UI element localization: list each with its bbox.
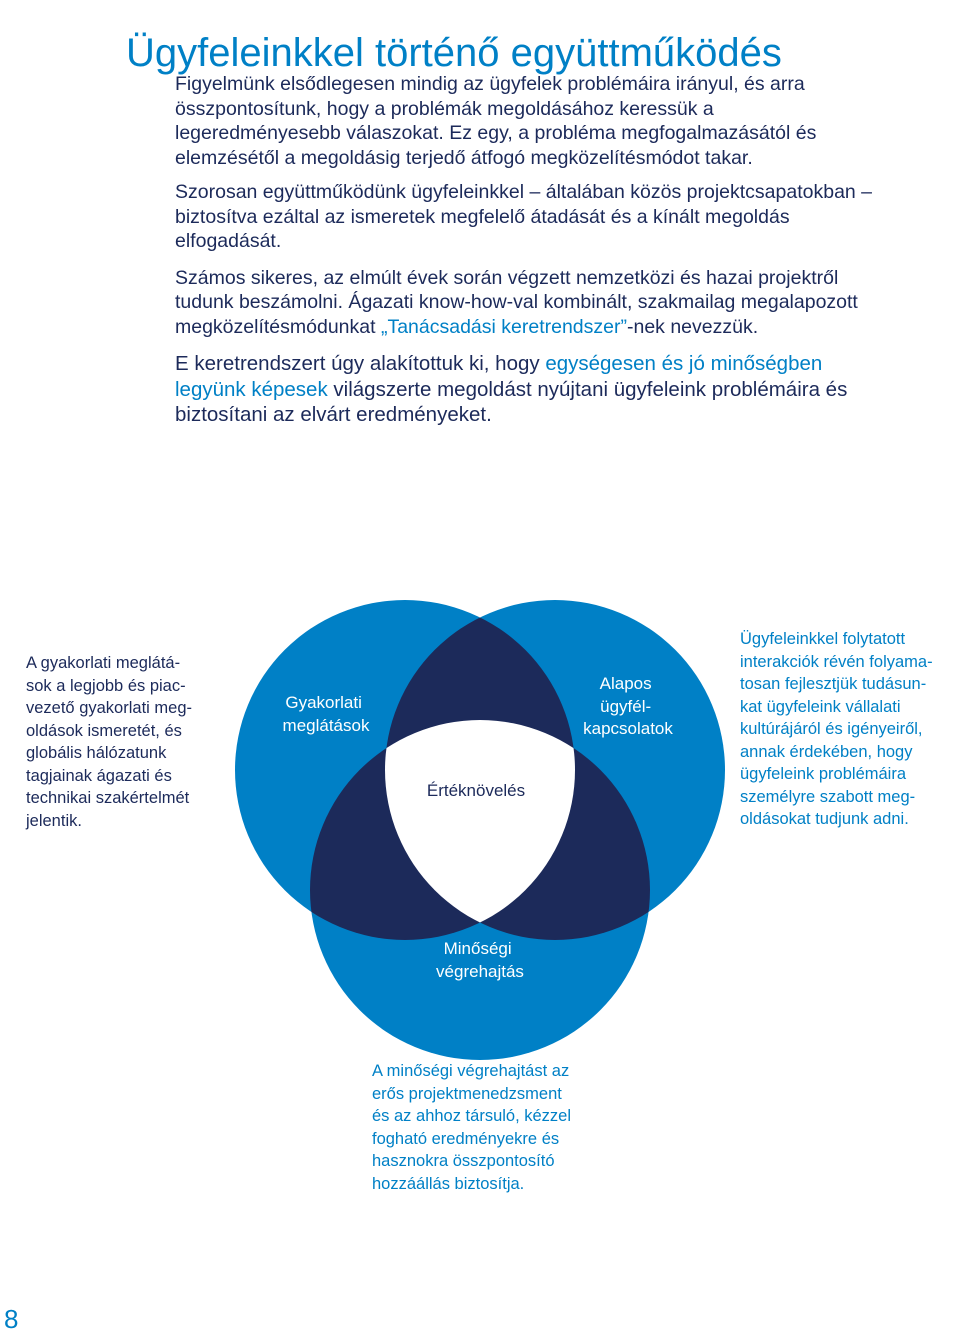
consulting-framework-highlight: „Tanácsadási keretrendszer” [380,315,627,338]
venn-label-right-line: kapcsolatok [583,719,673,738]
bottom-note-line: A minőségi végrehajtást az [372,1062,570,1080]
right-note-line: tosan fejlesztjük tudásun- [740,675,927,693]
bottom-note-line: erős projektmenedzsment [372,1084,562,1103]
venn-label-left-line: Gyakorlati [285,693,362,712]
venn-label-right-line: ügyfél- [600,697,652,716]
venn-label-bottom-line: végrehajtás [436,962,524,981]
right-note-line: Ügyfeleinkkel folytatott [740,630,906,648]
left-note-line: A gyakorlati meglátá- [26,654,181,672]
bottom-note-line: és az ahhoz társuló, kézzel [372,1107,572,1125]
venn-label-bottom-line: Minőségi [443,939,512,958]
left-note-line: oldások ismeretét, és [26,721,182,740]
venn-label-left-line: meglátások [282,716,370,735]
page-title: Ügyfeleinkkel történő együttműködés [126,30,782,75]
right-note-line: ügyfeleink problémáira [740,765,907,783]
right-note-line: annak érdekében, hogy [740,742,913,761]
right-note-line: kat ügyfeleink vállalati [740,697,901,716]
bottom-note-line: hozzáállás biztosítja. [372,1174,525,1193]
right-note-line: személyre szabott meg- [740,787,916,806]
paragraph-3-suffix: -nek nevezzük. [626,315,759,338]
quality-highlight: egységesen és jó minőségben legyünk képesek [175,352,823,401]
left-note-line: sok a legjobb és piac- [26,676,186,695]
paragraph-4-suffix: világszerte megoldást nyújtani ügyfeleink problémáira és biztosítani az elvárt eredményeket. [175,377,848,426]
bottom-note-line: hasznokra összpontosító [372,1152,555,1170]
left-note-line: technikai szakértelmét [26,789,190,807]
left-note-line: globális hálózatunk [26,744,167,762]
venn-label-center: Értéknövelés [426,781,526,800]
intro-paragraph-2: Szorosan együttműködünk ügyfeleinkkel – általában közös projektcsapatokban – biztosítva ezáltal az ismeretek megfelelő átadását és a kínált megoldás elfogadását. [175,181,873,252]
right-note-line: oldásokat tudjunk adni. [740,810,909,828]
venn-label-right-line: Alapos [599,674,652,693]
left-note-line: tagjainak ágazati és [26,766,172,785]
paragraph-4-text: E keretrendszert úgy alakítottuk ki, hogy [175,352,546,375]
paragraph-3-text: Számos sikeres, az elmúlt évek során végzett nemzetközi és hazai projektről tudunk beszámolni. Ágazati know-how-val kombinált, szakmailag megalapozott megközelítésmódunkat [175,266,858,338]
bottom-note-line: fogható eredményekre és [372,1129,560,1148]
left-note-line: vezető gyakorlati meg- [26,699,192,717]
page-number: 8 [4,1304,19,1334]
right-note-line: interakciók révén folyama- [740,652,933,671]
right-note-line: kultúrájáról és igényeiről, [740,720,923,738]
left-note-line: jelentik. [26,811,82,830]
intro-paragraph-1: Figyelmünk elsődlegesen mindig az ügyfelek problémáira irányul, és arra összpontosítunk, hogy a problémák megoldásához keressük a legeredményesebb válaszokat. Ez egy, a probléma megfogalmazásától és elemzésétől a megoldásig terjedő átfogó megközelítésmódot takar. [175,73,817,169]
